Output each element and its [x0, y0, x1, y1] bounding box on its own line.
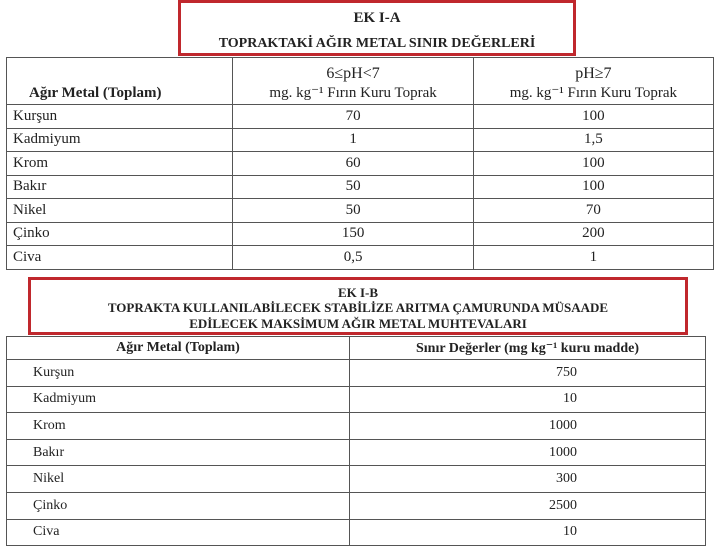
limit-ph-low: 0,5 — [233, 246, 473, 270]
annex-b-header-metal: Ağır Metal (Toplam) — [7, 337, 350, 360]
annex-a-code: EK I-A — [353, 10, 401, 26]
metal-name: Nikel — [7, 199, 233, 223]
table-row — [7, 466, 706, 493]
limit-ph-high: 200 — [473, 222, 713, 246]
annex-a-header-col1-unit: mg. kg⁻¹ Fırın Kuru Toprak — [269, 85, 437, 101]
table-row — [7, 199, 714, 223]
limit-ph-high: 70 — [473, 199, 713, 223]
metal-name: Krom — [7, 152, 233, 176]
table-row — [7, 152, 714, 176]
metal-name: Çinko — [7, 222, 233, 246]
table-row — [7, 439, 706, 466]
metal-name: Çinko — [7, 492, 350, 519]
annex-a-title: TOPRAKTAKİ AĞIR METAL SINIR DEĞERLERİ — [218, 36, 536, 51]
table-row — [7, 246, 714, 270]
limit-ph-high: 100 — [473, 152, 713, 176]
annex-a-header-metal: Ağır Metal (Toplam) — [7, 58, 233, 105]
annex-a-header-col1-ph: 6≤pH<7 — [326, 65, 380, 82]
limit-ph-low: 60 — [233, 152, 473, 176]
annex-a-header-col2-unit: mg. kg⁻¹ Fırın Kuru Toprak — [509, 85, 678, 101]
annex-b-title-line2: EDİLECEK MAKSİMUM AĞIR METAL MUHTEVALARI — [189, 316, 527, 331]
limit-ph-low: 50 — [233, 175, 473, 199]
table-row — [7, 128, 714, 152]
annex-a-header-col2 — [473, 58, 713, 105]
limit-value: 2500 — [350, 492, 706, 519]
metal-name: Nikel — [7, 466, 350, 493]
limit-value: 10 — [350, 386, 706, 413]
limit-value: 1000 — [350, 439, 706, 466]
table-row — [7, 519, 706, 546]
table-row — [7, 105, 714, 129]
metal-name: Civa — [7, 519, 350, 546]
table-row — [7, 222, 714, 246]
table-row — [7, 492, 706, 519]
limit-value: 300 — [350, 466, 706, 493]
annex-a-table — [6, 57, 714, 270]
annex-b-table — [6, 336, 706, 546]
limit-ph-low: 1 — [233, 128, 473, 152]
table-row — [7, 413, 706, 440]
table-row — [7, 386, 706, 413]
limit-ph-low: 70 — [233, 105, 473, 129]
table-row — [7, 360, 706, 387]
table-row — [7, 175, 714, 199]
metal-name: Kadmiyum — [7, 386, 350, 413]
limit-ph-high: 1,5 — [473, 128, 713, 152]
limit-ph-low: 150 — [233, 222, 473, 246]
annex-b-title-box — [28, 277, 688, 335]
limit-ph-high: 1 — [473, 246, 713, 270]
limit-value: 1000 — [350, 413, 706, 440]
annex-a-header-row — [7, 58, 714, 105]
annex-a-title-box — [178, 0, 576, 56]
limit-value: 750 — [350, 360, 706, 387]
annex-b-code: EK I-B — [337, 285, 379, 300]
metal-name: Bakır — [7, 175, 233, 199]
limit-ph-low: 50 — [233, 199, 473, 223]
limit-ph-high: 100 — [473, 175, 713, 199]
metal-name: Kurşun — [7, 360, 350, 387]
metal-name: Krom — [7, 413, 350, 440]
metal-name: Kurşun — [7, 105, 233, 129]
annex-a-header-col1 — [233, 58, 473, 105]
metal-name: Civa — [7, 246, 233, 270]
limit-ph-high: 100 — [473, 105, 713, 129]
metal-name: Kadmiyum — [7, 128, 233, 152]
metal-name: Bakır — [7, 439, 350, 466]
annex-b-title-line1: TOPRAKTA KULLANILABİLECEK STABİLİZE ARITMA ÇAMURUNDA MÜSAADE — [107, 300, 609, 315]
annex-a-header-col2-ph: pH≥7 — [575, 65, 612, 82]
annex-b-header-limit: Sınır Değerler (mg kg⁻¹ kuru madde) — [350, 337, 706, 360]
annex-b-header-row — [7, 337, 706, 360]
limit-value: 10 — [350, 519, 706, 546]
